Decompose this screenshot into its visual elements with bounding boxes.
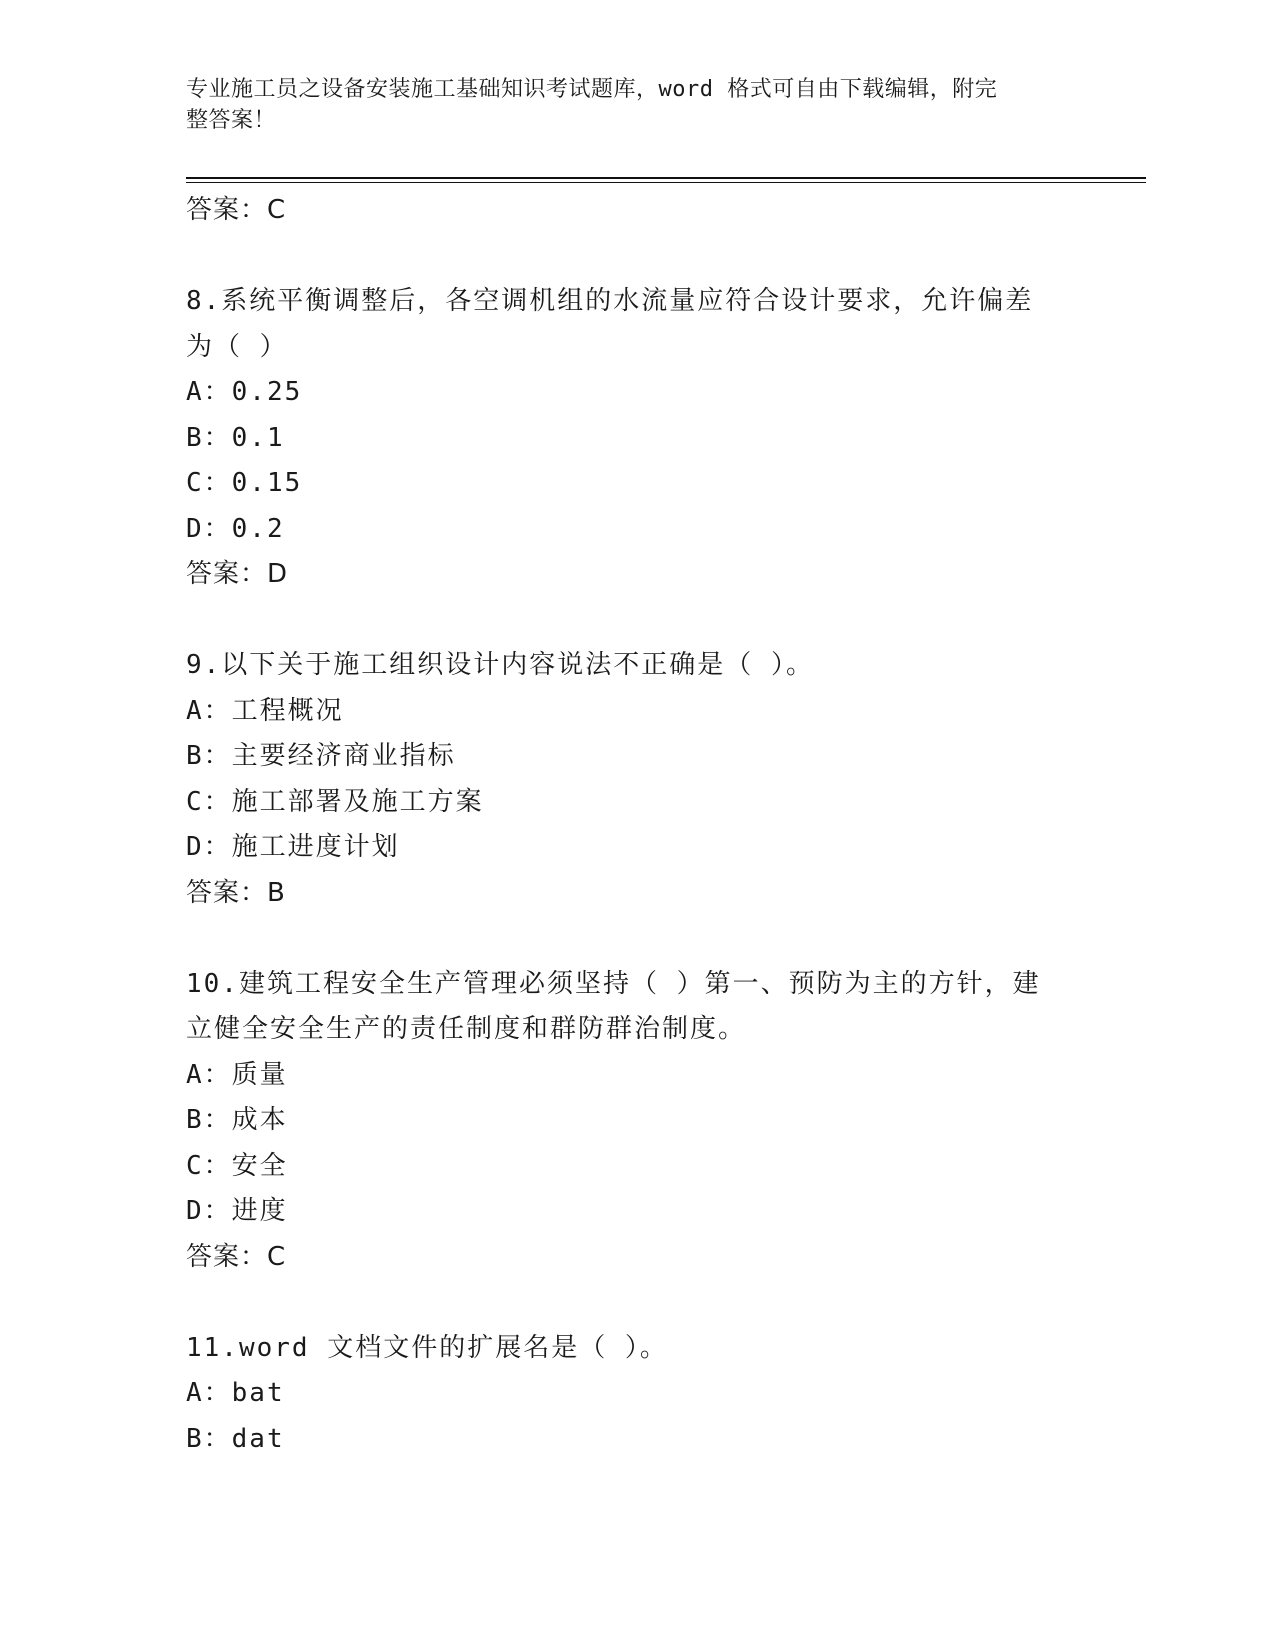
option-b: B：0.1 bbox=[186, 422, 285, 453]
document-header bbox=[186, 74, 1066, 136]
option-c: C：施工部署及施工方案 bbox=[186, 786, 484, 817]
spacer bbox=[186, 916, 1066, 962]
question-block bbox=[186, 279, 1066, 598]
question-stem: 10.建筑工程安全生产管理必须坚持（ ）第一、预防为主的方针，建 bbox=[186, 968, 1041, 999]
option-d: D：0.2 bbox=[186, 513, 285, 544]
answer-line: 答案：D bbox=[186, 559, 289, 589]
document-body bbox=[186, 188, 1066, 1462]
header-rule-thick bbox=[186, 177, 1146, 179]
header-rule-thin bbox=[186, 182, 1146, 183]
question-stem: 立健全安全生产的责任制度和群防群治制度。 bbox=[186, 1014, 747, 1044]
option-a: A：工程概况 bbox=[186, 695, 344, 726]
header-line-2: 整答案！ bbox=[186, 108, 277, 133]
option-b: B：成本 bbox=[186, 1105, 288, 1135]
spacer bbox=[186, 1280, 1066, 1326]
option-a: A：质量 bbox=[186, 1059, 288, 1090]
question-block bbox=[186, 1326, 1066, 1463]
option-c: C：0.15 bbox=[186, 468, 303, 498]
question-stem: 为（ ） bbox=[186, 331, 288, 362]
spacer bbox=[186, 598, 1066, 644]
option-d: D：施工进度计划 bbox=[186, 832, 400, 862]
option-a: A：0.25 bbox=[186, 377, 303, 407]
question-stem: 8.系统平衡调整后，各空调机组的水流量应符合设计要求，允许偏差 bbox=[186, 286, 1034, 316]
header-line-1: 专业施工员之设备安装施工基础知识考试题库，word 格式可自由下载编辑，附完 bbox=[186, 77, 998, 102]
option-b: B：主要经济商业指标 bbox=[186, 741, 456, 771]
option-a: A：bat bbox=[186, 1378, 285, 1408]
question-stem: 11.word 文档文件的扩展名是（ ）。 bbox=[186, 1332, 668, 1363]
spacer bbox=[186, 234, 1066, 280]
question-block bbox=[186, 643, 1066, 916]
answer-line: 答案：C bbox=[186, 195, 287, 225]
option-d: D：进度 bbox=[186, 1196, 288, 1226]
option-c: C：安全 bbox=[186, 1150, 288, 1181]
answer-line: 答案：C bbox=[186, 1241, 287, 1272]
question-stem: 9.以下关于施工组织设计内容说法不正确是（ ）。 bbox=[186, 650, 814, 680]
answer-line: 答案：B bbox=[186, 877, 286, 908]
question-block bbox=[186, 962, 1066, 1281]
option-b: B：dat bbox=[186, 1423, 285, 1454]
